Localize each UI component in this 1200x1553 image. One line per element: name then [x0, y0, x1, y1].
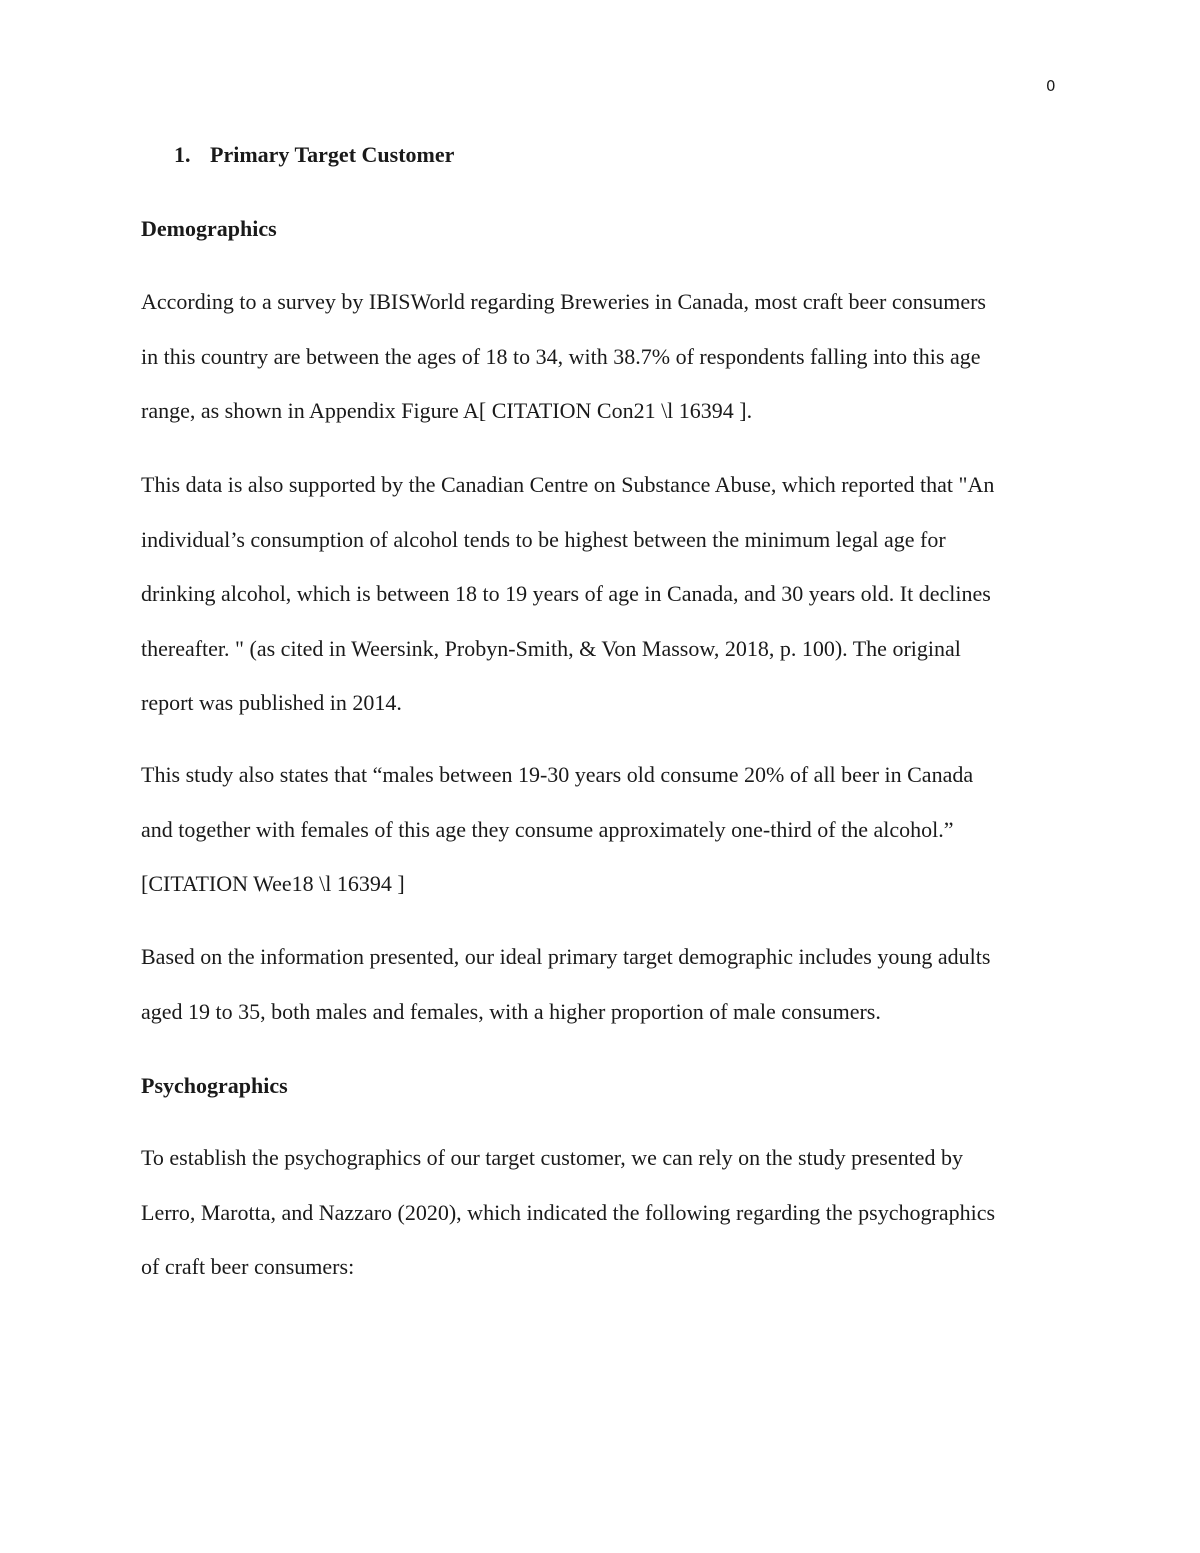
demographics-heading: Demographics — [141, 216, 277, 241]
psychographics-paragraph-1 — [141, 1131, 1061, 1295]
paragraph-line: aged 19 to 35, both males and females, with a higher proportion of male consumers. — [141, 998, 881, 1024]
paragraph-line: individual’s consumption of alcohol tends to be highest between the minimum legal age for — [141, 526, 946, 552]
paragraph-line: and together with females of this age they consume approximately one-third of the alcohol.” — [141, 816, 954, 842]
heading-title: Primary Target Customer — [210, 142, 455, 167]
paragraph-line: Lerro, Marotta, and Nazzaro (2020), which indicated the following regarding the psychographics — [141, 1199, 996, 1225]
demographics-paragraph-1 — [141, 275, 1061, 439]
paragraph-line: To establish the psychographics of our target customer, we can rely on the study presented by — [141, 1145, 963, 1170]
paragraph-line: in this country are between the ages of 18 to 34, with 38.7% of respondents falling into this age — [141, 343, 981, 369]
paragraph-line: This data is also supported by the Canadian Centre on Substance Abuse, which reported that "An — [141, 472, 995, 497]
psychographics-heading: Psychographics — [141, 1073, 288, 1098]
demographics-paragraph-4 — [141, 930, 1061, 1039]
paragraph-line: report was published in 2014. — [141, 690, 402, 715]
paragraph-line: [CITATION Wee18 \l 16394 ] — [141, 871, 405, 896]
paragraph-line: This study also states that “males between 19-30 years old consume 20% of all beer in Canada — [141, 762, 974, 787]
paragraph-line: of craft beer consumers: — [141, 1254, 355, 1279]
paragraph-line: drinking alcohol, which is between 18 to 19 years of age in Canada, and 30 years old. It declines — [141, 581, 991, 606]
heading-number: 1. — [174, 142, 191, 167]
paragraph-line: thereafter. " (as cited in Weersink, Probyn-Smith, & Von Massow, 2018, p. 100). The original — [141, 635, 961, 661]
section-heading-primary-target-customer — [174, 142, 454, 168]
paragraph-line: Based on the information presented, our ideal primary target demographic includes young adults — [141, 944, 991, 969]
demographics-paragraph-3 — [141, 748, 1061, 912]
paragraph-line: According to a survey by IBISWorld regarding Breweries in Canada, most craft beer consumers — [141, 289, 986, 314]
paragraph-line: range, as shown in Appendix Figure A[ CITATION Con21 \l 16394 ]. — [141, 398, 753, 423]
demographics-paragraph-2 — [141, 458, 1061, 731]
page-number: 0 — [1046, 77, 1056, 95]
